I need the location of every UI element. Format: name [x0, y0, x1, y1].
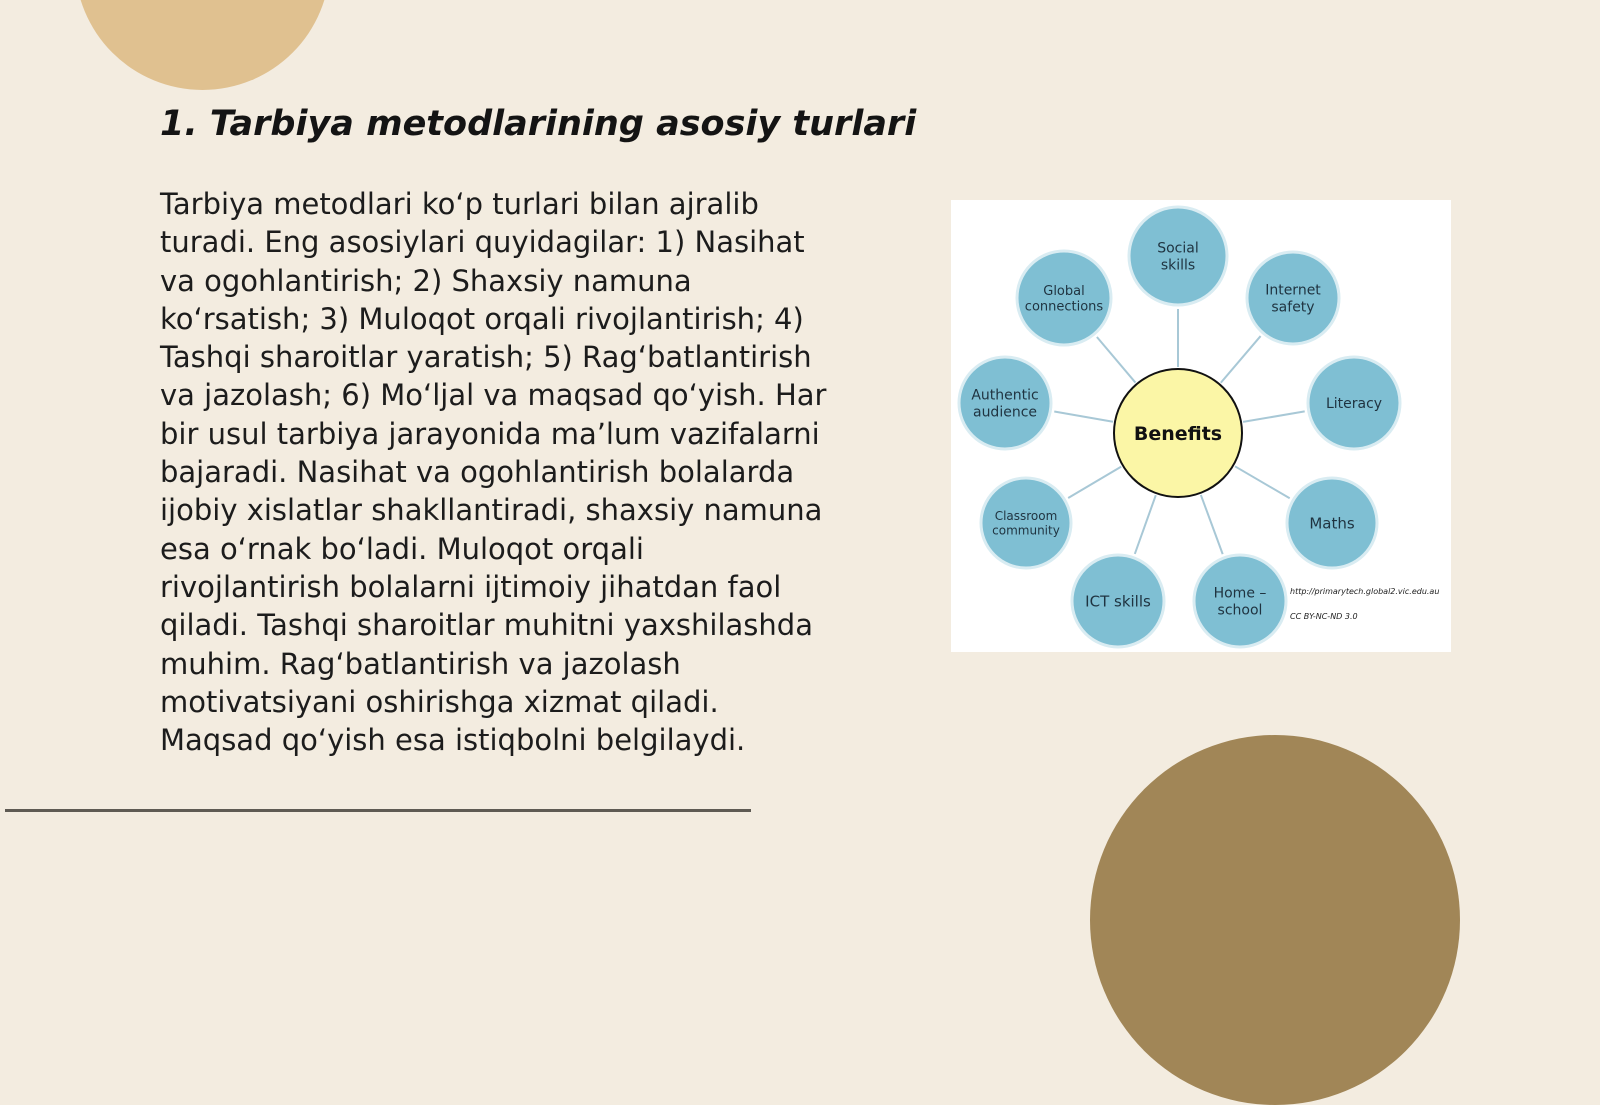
benefits-diagram-svg: [951, 200, 1451, 652]
divider-line: [5, 809, 751, 812]
decorative-circle-top: [75, 0, 330, 90]
benefit-label: ICT skills: [1085, 592, 1151, 611]
body-line: bajaradi. Nasihat va ogohlantirish bolalarda: [160, 455, 795, 490]
credit-url: http://primarytech.global2.vic.edu.au: [1290, 587, 1440, 596]
slide-body: [160, 185, 850, 759]
credit-license: CC BY-NC-ND 3.0: [1290, 612, 1358, 621]
benefit-label: Internet: [1265, 282, 1321, 299]
connector-line: [1243, 411, 1305, 422]
body-line: ijobiy xislatlar shakllantiradi, shaxsiy namuna: [160, 493, 823, 528]
benefit-label: audience: [972, 404, 1038, 421]
benefits-diagram: [951, 200, 1451, 652]
body-line: va ogohlantirish; 2) Shaxsiy namuna: [160, 263, 692, 298]
body-line: rivojlantirish bolalarni ijtimoiy jihatdan faol: [160, 569, 782, 604]
benefit-label: Maths: [1309, 514, 1355, 533]
benefit-label: Global: [1043, 283, 1085, 299]
benefit-label: school: [1217, 602, 1263, 619]
connector-line: [1068, 467, 1121, 498]
body-line: muhim. Ragʻbatlantirish va jazolash: [160, 646, 681, 681]
body-line: bir usul tarbiya jarayonida maʼlum vazifalarni: [160, 416, 820, 451]
benefit-label: safety: [1271, 299, 1315, 316]
body-line: Maqsad qoʻyish esa istiqbolni belgilaydi.: [160, 723, 746, 758]
body-line: Tashqi sharoitlar yaratish; 5) Ragʻbatlantirish: [160, 340, 812, 375]
body-line: motivatsiyani oshirishga xizmat qiladi.: [160, 684, 719, 719]
connector-line: [1097, 337, 1136, 383]
body-line: koʻrsatish; 3) Muloqot orqali rivojlantirish; 4): [160, 301, 804, 336]
decorative-circle-bottom: [1090, 735, 1460, 1105]
connector-line: [1135, 495, 1156, 554]
body-line: qiladi. Tashqi sharoitlar muhitni yaxshilashda: [160, 608, 813, 643]
benefit-label: connections: [1024, 299, 1104, 315]
benefit-label: Classroom: [994, 509, 1058, 523]
body-line: esa oʻrnak boʻladi. Muloqot orqali: [160, 531, 644, 566]
benefit-label: Authentic: [971, 387, 1039, 404]
benefits-center-label: Benefits: [1133, 423, 1223, 445]
slide-title: 1. Tarbiya metodlarining asosiy turlari: [160, 104, 917, 144]
benefit-label: skills: [1160, 257, 1196, 274]
benefit-label: Literacy: [1325, 395, 1383, 412]
connector-line: [1221, 336, 1261, 383]
connector-line: [1201, 495, 1223, 554]
body-line: turadi. Eng asosiylari quyidagilar: 1) Nasihat: [160, 225, 805, 260]
connector-line: [1054, 412, 1113, 422]
body-line: Tarbiya metodlari koʻp turlari bilan ajralib: [160, 187, 759, 221]
connector-line: [1235, 466, 1290, 498]
benefit-label: Social: [1157, 240, 1199, 257]
benefit-label: community: [992, 523, 1060, 538]
benefit-label: Home –: [1213, 585, 1267, 602]
body-line: va jazolash; 6) Moʻljal va maqsad qoʻyish. Har: [160, 378, 827, 413]
